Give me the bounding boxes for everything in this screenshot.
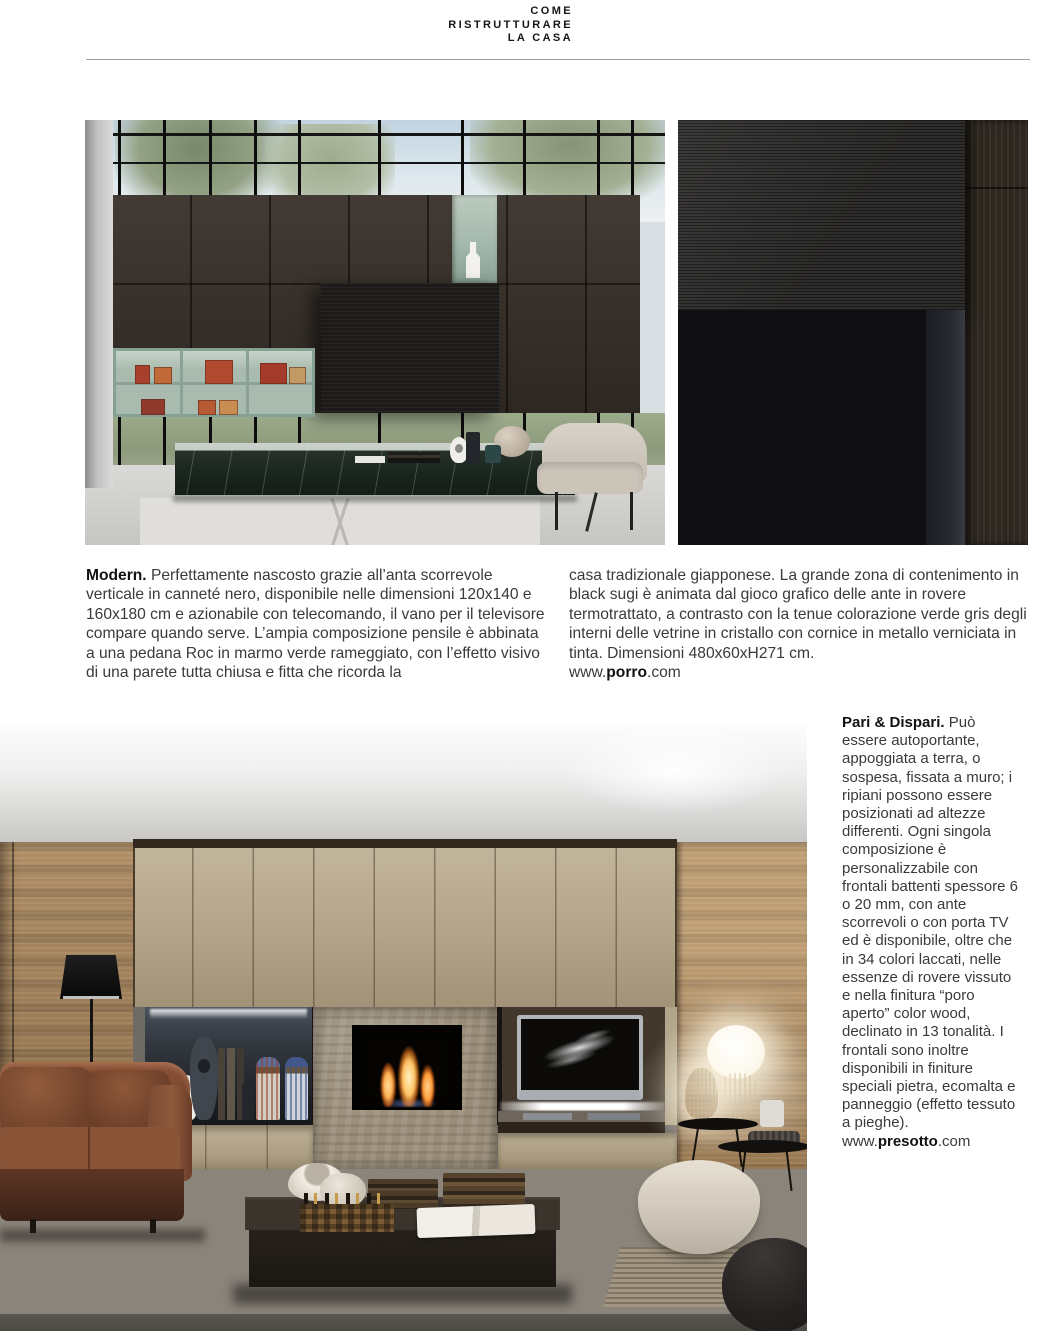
- gourd-vase: [190, 1037, 218, 1120]
- dark-bottle: [242, 1083, 254, 1120]
- kicker-line-3: LA CASA: [507, 32, 573, 44]
- paper-on-platform: [355, 456, 385, 463]
- kicker-line-2: RISTRUTTURARE: [448, 18, 573, 31]
- teal-jar: [485, 445, 501, 463]
- bottles: [218, 1048, 244, 1120]
- side-wall: [85, 120, 113, 488]
- side-table: [678, 1118, 758, 1130]
- white-pouf: [638, 1160, 760, 1254]
- fireplace-flames: [360, 1031, 454, 1107]
- table-lamp-globe: [707, 1025, 765, 1079]
- shelf-book: [219, 400, 238, 415]
- porro-body-2: casa tradizionale giapponese. La grande zona di contenimento in black sugi è animata dal gioco grafico delle ante in rovere termotrattato, a contrasto con la tenue colorazione verde gris degli interni delle vetrine in cristallo con cornice in metallo verniciata in tinta. Dimensioni 480x60xH271 cm.: [569, 567, 1027, 662]
- pitcher: [760, 1100, 784, 1127]
- coffee-table-shadow: [233, 1284, 572, 1304]
- cannete-sliding-panel: [321, 283, 499, 413]
- dark-vase: [466, 432, 480, 463]
- kicker-line-1: COME: [530, 5, 573, 17]
- shelf-book: [260, 363, 287, 384]
- page-kicker: [273, 5, 573, 46]
- shelf-book: [141, 399, 165, 415]
- porro-column-1: [86, 566, 547, 682]
- ceiling-light-glow: [560, 725, 790, 815]
- porro-body-1: Perfettamente nascosto grazie all’anta scorrevole verticale in canneté nero, disponibile nelle dimensioni 120x140 e 160x180 cm e azionabile con telecomando, il vano per il televisore compare quando serve. L’ampia composizione pensile è abbinata a una pedana Roc in marmo verde rameggiato, con l’effetto visivo di una parete tutta chiusa e fitta che ricorda la: [86, 567, 545, 682]
- sofa-cushion: [0, 1067, 92, 1131]
- header-rule: [86, 59, 1030, 60]
- beaded-figurine: [285, 1057, 308, 1120]
- books-on-platform: [388, 452, 440, 463]
- armchair-leg: [630, 492, 633, 530]
- shelf-book: [289, 367, 306, 384]
- shelf-book: [205, 360, 233, 384]
- floor-tiles: [140, 498, 540, 545]
- beaded-figurine: [256, 1057, 280, 1120]
- upper-cabinets: [133, 848, 677, 1007]
- photo-cannete-detail: [678, 120, 1028, 545]
- floor-edge: [0, 1314, 807, 1331]
- porro-column-2: [569, 566, 1030, 682]
- cabinet-top-trim: [133, 839, 677, 848]
- article-porro: [86, 566, 1030, 682]
- article-presotto: [842, 714, 1023, 1151]
- platform-shadow: [173, 495, 577, 502]
- book-stack: [443, 1173, 525, 1209]
- dark-pouf: [722, 1238, 807, 1331]
- floor-lamp-shade: [60, 955, 122, 999]
- cannete-panel: [678, 120, 965, 310]
- sofa-leg: [30, 1219, 36, 1233]
- tv: [517, 1015, 643, 1100]
- presotto-lead: Pari & Dispari.: [842, 714, 945, 731]
- shelf-book: [135, 365, 150, 384]
- open-book: [417, 1204, 536, 1238]
- recess-side-band: [926, 310, 965, 545]
- sofa-leg: [150, 1219, 156, 1233]
- photo-presotto-living: [0, 717, 807, 1331]
- presotto-website: www.presotto.com: [842, 1132, 971, 1150]
- chess-set: [300, 1204, 394, 1232]
- shelf-book: [198, 400, 216, 415]
- coffee-table-front: [249, 1230, 556, 1287]
- sofa-seat: [0, 1127, 180, 1171]
- armchair-seat: [537, 462, 643, 494]
- porro-lead: Modern.: [86, 567, 147, 584]
- side-table: [718, 1140, 807, 1153]
- tv-screen: [678, 343, 885, 515]
- niche-light-strip: [150, 1009, 307, 1019]
- media-players: [523, 1113, 640, 1120]
- small-table-lamp: [685, 1068, 718, 1119]
- sofa-base: [0, 1169, 184, 1221]
- porro-website: www.porro.com: [569, 664, 681, 682]
- photo-porro-wall-unit: [85, 120, 665, 545]
- oak-side-panel: [965, 120, 1028, 545]
- armchair-leg: [555, 492, 558, 530]
- shelf-book: [154, 367, 172, 384]
- glass-vitrine: [452, 195, 497, 283]
- presotto-body: Può essere autoportante, appoggiata a terra, o sospesa, fissata a muro; i ripiani possono essere posizionati ad altezze differenti. Ogni singola composizione è personalizzabile con frontali battenti spessore 6 o 20 mm, con ante scorrevoli o con porta TV ed è disponibile, oltre che in 34 colori laccati, nelle essenze di rovere vissuto e nella finitura “poro aperto” color wood, declinato in 13 tonalità. I frontali sono inoltre disponibili in finiture speciali pietra, ecomalta e panneggio (effetto tessuto a pieghe).: [842, 714, 1018, 1132]
